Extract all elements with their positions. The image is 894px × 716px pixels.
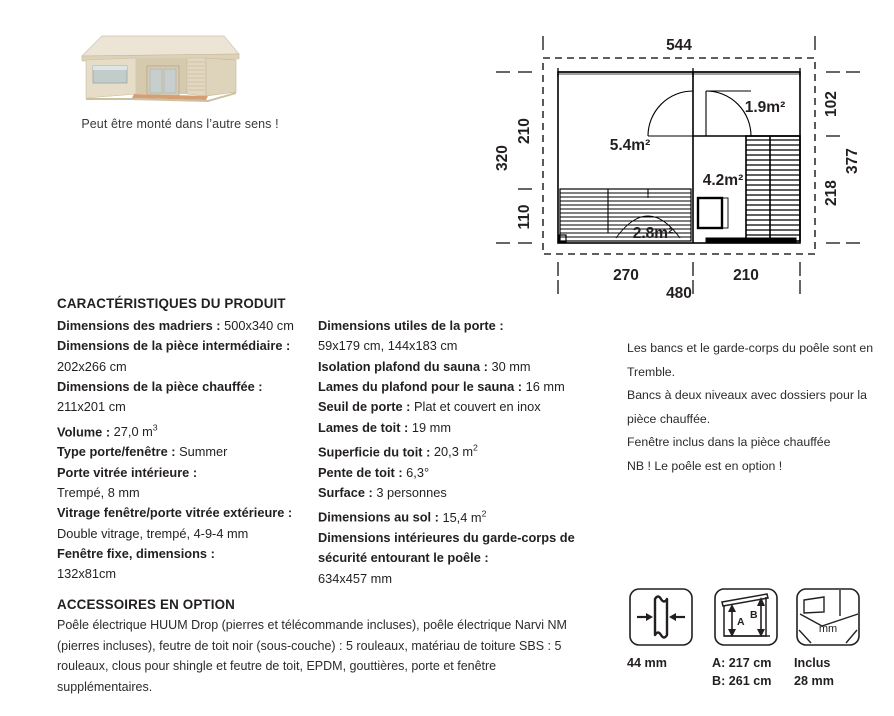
area-label-main: 5.4m² bbox=[609, 137, 651, 154]
spec-left-value: 202x266 cm bbox=[57, 358, 127, 374]
floor-plan-diagram bbox=[488, 28, 890, 310]
spec-mid-value: 59x179 cm, 144x183 cm bbox=[318, 338, 458, 354]
spec-key: Dimensions des madriers : bbox=[57, 318, 221, 333]
floor-thickness-inner-label: mm bbox=[818, 623, 838, 635]
marker-b: B bbox=[750, 609, 758, 621]
plan-threshold bbox=[706, 238, 796, 243]
area-label-sauna: 4.2m² bbox=[702, 172, 744, 189]
plan-stove bbox=[698, 198, 722, 228]
spec-mid-item bbox=[318, 503, 608, 528]
feature-wall-height bbox=[712, 586, 784, 690]
plan-door-swing-left bbox=[648, 91, 693, 136]
spec-key: Dimensions au sol : bbox=[318, 509, 439, 525]
spec-left-item bbox=[57, 316, 315, 336]
photo-caption: Peut être monté dans l’autre sens ! bbox=[81, 117, 279, 131]
spec-value: 3 personnes bbox=[376, 485, 447, 501]
spec-column-middle bbox=[318, 316, 608, 589]
floor-thickness-value: 28 mm bbox=[794, 674, 834, 688]
dim-bottom-480: 480 bbox=[666, 285, 692, 302]
spec-mid-item bbox=[318, 438, 608, 463]
dim-right-377: 377 bbox=[844, 148, 861, 174]
spec-value: 19 mm bbox=[411, 419, 451, 435]
accessories-text: Poêle électrique HUUM Drop (pierres et télécommande incluses), poêle électrique Narvi NM (pierres incluses), feutre de toit noir (sous-couche) : 5 rouleaux, matériau de toiture SBS : 5 rouleaux, clous pour shingle et feutre de toit, EPDM, gouttières, porte et fenêtre supplémentaires. bbox=[57, 618, 567, 694]
area-label-entry: 1.9m² bbox=[744, 99, 786, 116]
dim-right-218: 218 bbox=[823, 180, 840, 206]
dim-bottom-210: 210 bbox=[733, 267, 759, 284]
spec-value: 16 mm bbox=[525, 379, 565, 395]
spec-value: 15,4 $m^2$ bbox=[442, 508, 487, 525]
wall-height-a: A: 217 cm bbox=[712, 656, 772, 670]
spec-left-key: Vitrage fenêtre/porte vitrée extérieure : bbox=[57, 505, 293, 521]
spec-key: Lames de toit : bbox=[318, 419, 409, 435]
dim-left-320: 320 bbox=[494, 145, 511, 171]
spec-key: Volume : bbox=[57, 423, 111, 439]
spec-left-key: Dimensions de la pièce intermédiaire : bbox=[57, 338, 291, 354]
spec-mid-item bbox=[318, 397, 608, 417]
spec-mid-key: Dimensions utiles de la porte : bbox=[318, 318, 504, 333]
wall-height-b: B: 261 cm bbox=[712, 674, 772, 688]
product-photo bbox=[74, 14, 246, 106]
dim-bottom-270: 270 bbox=[613, 267, 639, 284]
area-label-bench: 2.8m² bbox=[632, 225, 674, 242]
floor-included-icon bbox=[794, 586, 862, 648]
feature-floor-included bbox=[794, 586, 866, 690]
section-title-accessories: ACCESSOIRES EN OPTION bbox=[57, 597, 235, 612]
spec-mid-item bbox=[318, 357, 608, 377]
spec-left-key: Dimensions de la pièce chauffée : bbox=[57, 379, 263, 395]
spec-mid-key: Dimensions intérieures du garde-corps de sécurité entourant le poêle : bbox=[318, 529, 575, 566]
spec-key: Pente de toit : bbox=[318, 464, 403, 480]
spec-value: 30 mm bbox=[491, 358, 531, 374]
spec-mid-item bbox=[318, 463, 608, 483]
spec-value: 20,3 $m^2$ bbox=[433, 443, 478, 460]
wall-thickness-value: 44 mm bbox=[627, 656, 667, 670]
spec-value: Summer bbox=[179, 444, 228, 460]
cabin-illustration bbox=[74, 14, 246, 106]
spec-key: Superficie du toit : bbox=[318, 444, 431, 460]
spec-mid-item bbox=[318, 377, 608, 397]
spec-key: Lames du plafond pour le sauna : bbox=[318, 379, 523, 395]
dim-top-544: 544 bbox=[666, 37, 692, 54]
spec-mid-item bbox=[318, 483, 608, 503]
wall-height-icon bbox=[712, 586, 780, 648]
dim-left-210: 210 bbox=[516, 118, 533, 144]
spec-left-value: 211x201 cm bbox=[57, 399, 126, 415]
spec-left-key: Porte vitrée intérieure : bbox=[57, 464, 198, 480]
spec-key: Surface : bbox=[318, 485, 373, 501]
spec-key: Isolation plafond du sauna : bbox=[318, 358, 488, 374]
spec-left-value: Double vitrage, trempé, 4-9-4 mm bbox=[57, 525, 249, 541]
note-line: Fenêtre inclus dans la pièce chauffée bbox=[627, 435, 831, 449]
dim-left-110: 110 bbox=[516, 204, 533, 230]
spec-column-right bbox=[627, 337, 877, 478]
spec-left-key: Fenêtre fixe, dimensions : bbox=[57, 546, 215, 562]
wall-thickness-icon bbox=[627, 586, 695, 648]
spec-left-value: Trempé, 8 mm bbox=[57, 485, 140, 501]
dim-right-102: 102 bbox=[823, 91, 840, 117]
spec-value: 6,3° bbox=[406, 464, 430, 480]
spec-left-value: 132x81cm bbox=[57, 566, 117, 582]
spec-key: Seuil de porte : bbox=[318, 399, 411, 415]
note-line: NB ! Le poêle est en option ! bbox=[627, 458, 783, 473]
spec-value: 27,0 $m^3$ bbox=[113, 422, 158, 439]
feature-wall-thickness bbox=[627, 586, 699, 672]
note-line: Bancs à deux niveaux avec dossiers pour la pièce chauffée. bbox=[627, 388, 867, 426]
spec-value: Plat et couvert en inox bbox=[414, 399, 541, 415]
spec-left-item bbox=[57, 442, 315, 462]
spec-column-left bbox=[57, 316, 315, 585]
floor-plan-svg bbox=[488, 28, 890, 310]
spec-mid-value: 634x457 mm bbox=[318, 570, 392, 586]
marker-a: A bbox=[737, 616, 745, 628]
feature-icons bbox=[627, 586, 889, 696]
spec-value: 500x340 cm bbox=[224, 318, 294, 333]
spec-mid-item bbox=[318, 418, 608, 438]
page-title-characteristics: CARACTÉRISTIQUES DU PRODUIT bbox=[57, 296, 286, 311]
floor-included-value: Inclus bbox=[794, 656, 831, 670]
note-line: Les bancs et le garde-corps du poêle sont en Tremble. bbox=[627, 341, 874, 379]
spec-key: Type porte/fenêtre : bbox=[57, 444, 176, 460]
spec-left-item bbox=[57, 418, 315, 443]
